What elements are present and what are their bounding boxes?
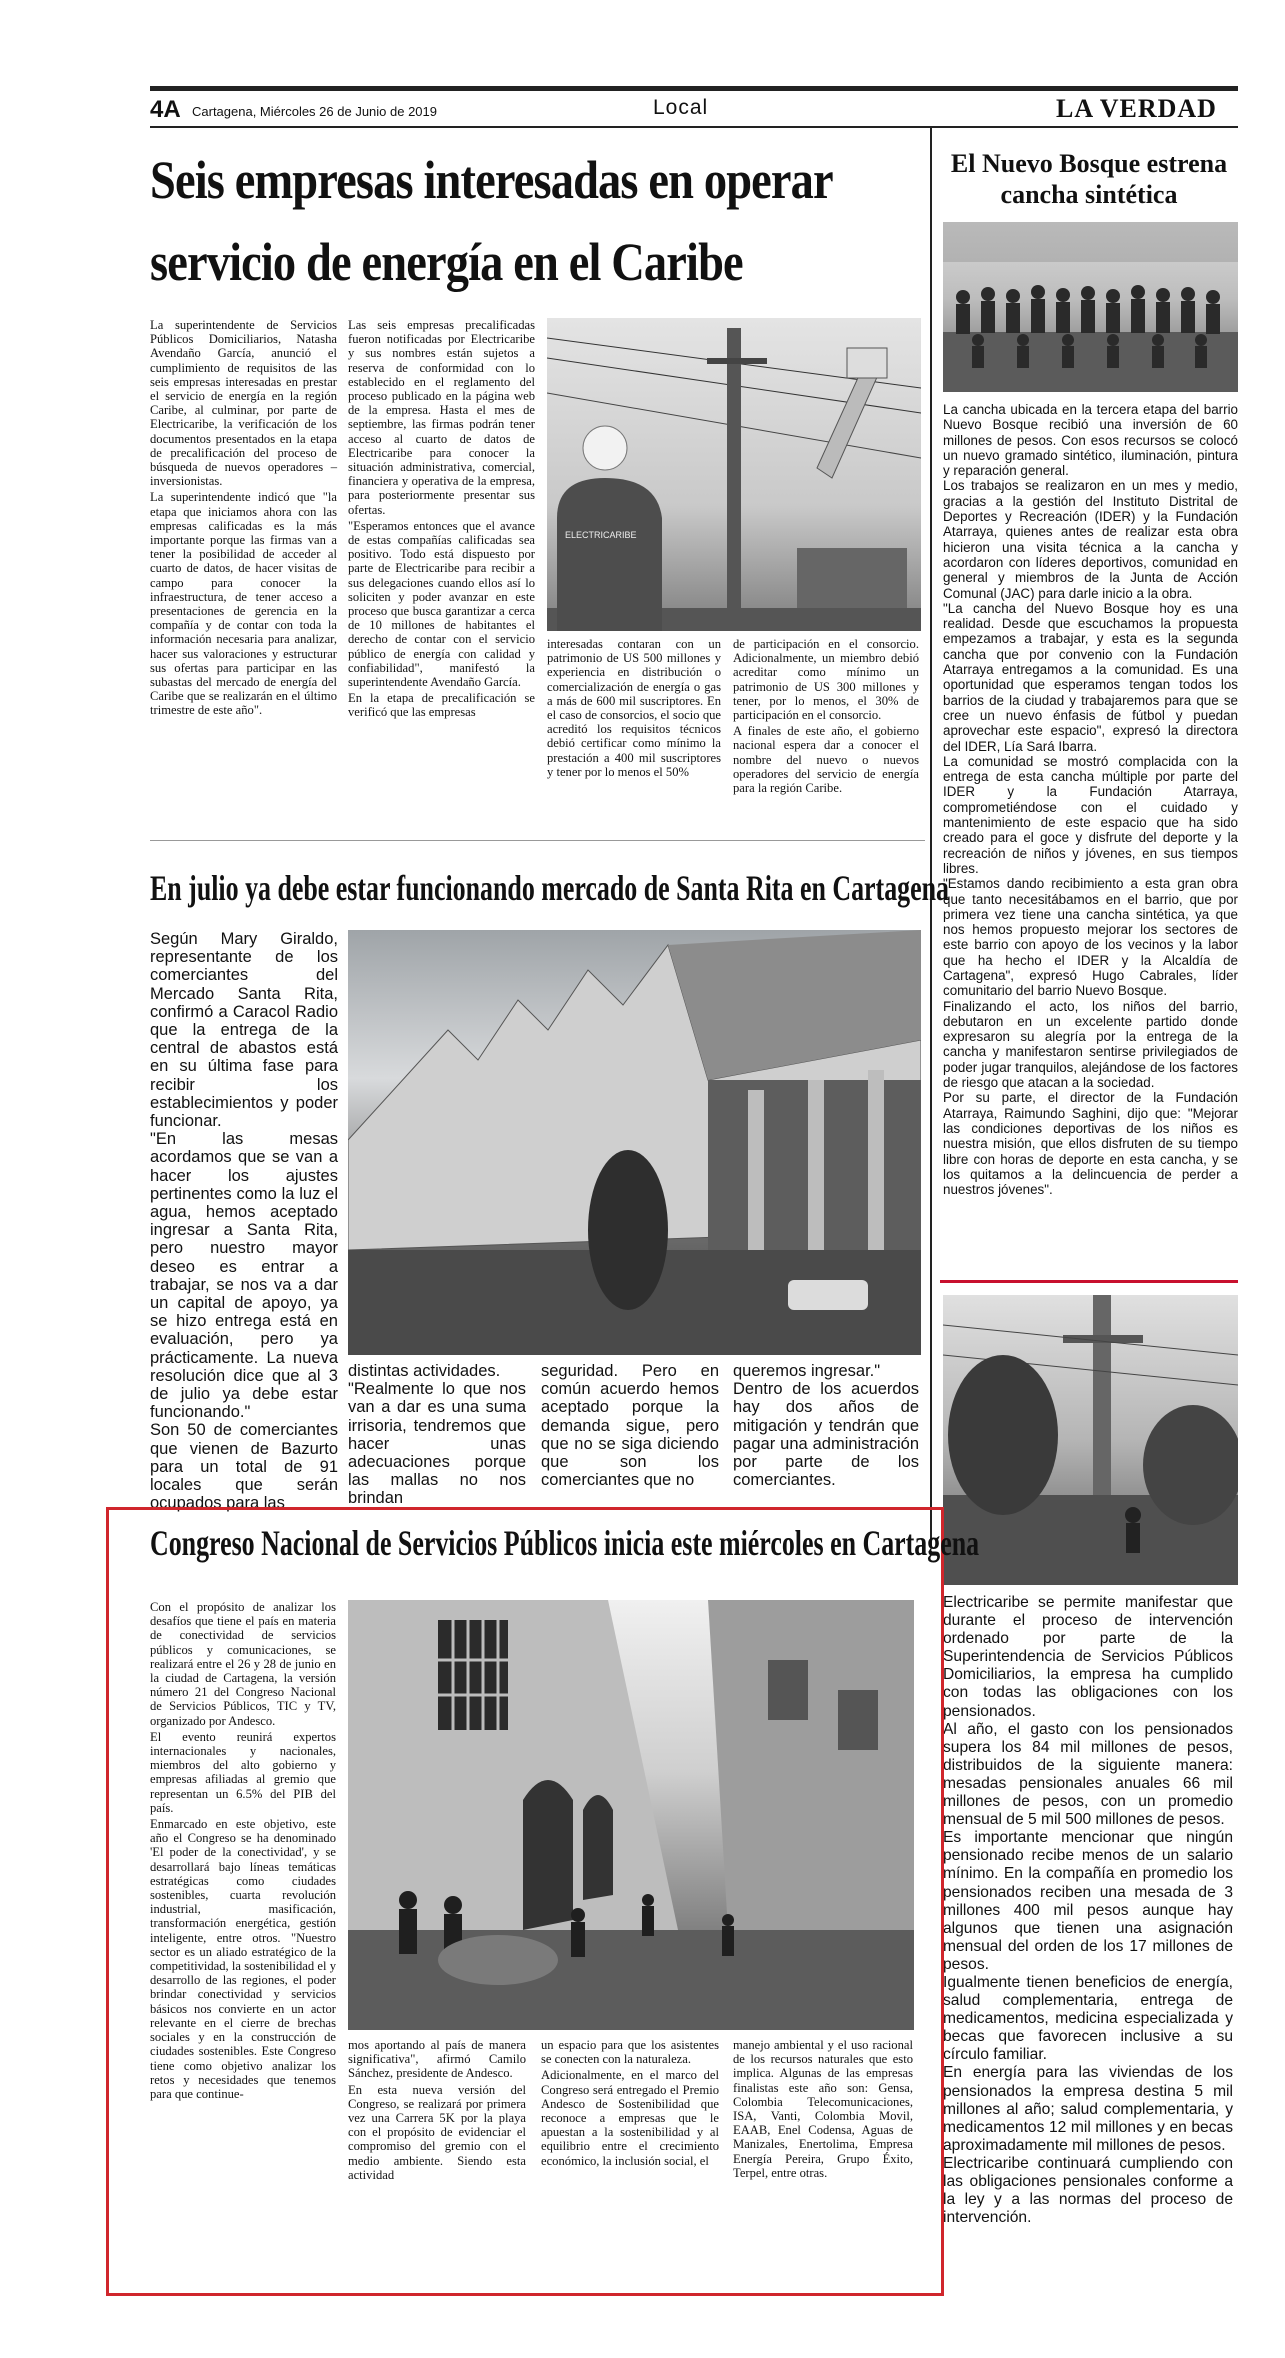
article3-paragraph: Adicionalmente, en el marco del Congreso será entregado el Premio Andesco de Sostenibilidad que reconoce a empresas que le apuestan a la sostenibilidad y al equilibrio entre el crecimiento económico, la inclusión social, el bbox=[541, 2068, 719, 2168]
article1-column-2 bbox=[348, 318, 535, 722]
article2-title: En julio ya debe estar funcionando mercado de Santa Rita en Cartagena bbox=[150, 868, 949, 908]
article1-paragraph: interesadas contaran con un patrimonio de US 500 millones y experiencia en distribución o comercialización de energía o gas a más de 600 mil suscriptores. En el caso de consorcios, el socio que acreditó los requisitos técnicos debió certificar como mínimo la prestación a 400 mil suscriptores y tener por lo menos el 50% bbox=[547, 637, 721, 779]
sidebar1-title: El Nuevo Bosque estrena cancha sintética bbox=[950, 149, 1228, 209]
cartagena-street-photo bbox=[348, 1600, 914, 2030]
article2-paragraph: Según Mary Giraldo, representante de los comerciantes del Mercado Santa Rita, confirmó a Caracol Radio que la entrega de la central de abastos está en su última fase para recibir los establecimientos y poder funcionar. bbox=[150, 930, 338, 1131]
article3-paragraph: un espacio para que los asistentes se conecten con la naturaleza. bbox=[541, 2038, 719, 2067]
article2-paragraph: Dentro de los acuerdos hay dos años de mitigación y tendrán que pagar una administración por parte de los comerciantes. bbox=[733, 1380, 919, 1490]
sidebar1-paragraph: Finalizando el acto, los niños del barrio, debutaron en un excelente partido donde expresaron su alegría por la entrega de la cancha y manifestaron sentirse privilegiados de poder jugar tranquilos, alejándose de los factores de riesgo que atacan a la sociedad. bbox=[943, 998, 1238, 1091]
electricaribe-street-photo bbox=[943, 1295, 1238, 1585]
article1-paragraph: "Esperamos entonces que el avance de estas compañías calificadas sea positivo. Todo está dispuesto por parte de Electricaribe para recibir a sus delegaciones cuando ellos así lo soliciten y poder avanzar en este proceso que busca garantizar a cerca de 10 millones de habitantes el derecho de contar con el servicio público de energía con calidad y confiabilidad", manifestó la superintendente Avendaño García. bbox=[348, 518, 535, 690]
article3-paragraph: Enmarcado en este objetivo, este año el Congreso se ha denominado 'El poder de la conectividad', y se desarrollará bajo líneas temáticas estratégicas como ciudades sostenibles, cuarta revolución industrial, masificación, transformación energética, gestión inteligente, entre otros. "Nuestro sector es un aliado estratégico de la competitividad, la sostenibilidad el y desarrollo de las regiones, el poder brindar conectividad y servicios básicos nos convierte en un actor relevante en el cierre de brechas sociales y en la construcción de ciudades sostenibles. Este Congreso tiene como objetivo analizar los retos y necesidades que tenemos para que continue- bbox=[150, 1817, 336, 2101]
article2-paragraph: queremos ingresar." bbox=[733, 1362, 881, 1380]
article3-paragraph: En esta nueva versión del Congreso, se realizará por primera vez una Carrera 5K por la playa con el propósito de evidenciar el compromiso del gremio con el medio ambiente. Siendo esta actividad bbox=[348, 2082, 526, 2182]
sidebar1-paragraph: "Estamos dando recibimiento a esta gran obra que tanto necesitábamos en el barrio, que por primera vez tiene una cancha sintética, ya que nos hemos propuesto mejorar los sectores de este barrio con apoyo de los vecinos y la labor que ha hecho el IDER y la Alcaldía de Cartagena", expresó Hugo Cabrales, líder comunitario del barrio Nuevo Bosque. bbox=[943, 876, 1238, 999]
sidebar2-paragraph: Electricaribe se permite manifestar que durante el proceso de intervención ordenado por parte de la Superintendencia de Servicios Públicos Domiciliarios, la empresa ha cumplido con todas las obligaciones con los pensionados. bbox=[943, 1594, 1233, 1720]
sidebar1-paragraph: Los trabajos se realizaron en un mes y medio, gracias a la gestión del Instituto Distrital de Deportes y Recreación (IDER) y la Fundación Atarraya, quienes antes de realizar esta obra hicieron una visita técnica a la cancha y acordaron con líderes deportivos, comunidad en general y miembros de la Junta de Acción Comunal (JAC) para darle inicio a la obra. bbox=[943, 478, 1238, 601]
cartagena-photo-illustration bbox=[348, 1600, 914, 2030]
sidebar2-paragraph: Igualmente tienen beneficios de energía, salud complementaria, entrega de medicamentos, medicina especializada y becas que favorecen inclusive a su círculo familiar. bbox=[943, 1973, 1233, 2064]
article1-paragraph: de participación en el consorcio. Adicionalmente, un miembro debió acreditar como mínimo un patrimonio de US 300 millones y tener, por lo menos, el 30% de participación en el consorcio. bbox=[733, 637, 919, 723]
article2-paragraph: "Realmente lo que nos van a dar es una suma irrisoria, tendremos que hacer unas adecuaciones porque las mallas no nos brindan bbox=[348, 1380, 526, 1508]
article2-paragraph: Son 50 de comerciantes que vienen de Bazurto para un total de 91 locales que serán ocupados para las bbox=[150, 1421, 338, 1513]
article3-column-2 bbox=[348, 2038, 526, 2184]
article1-paragraph: En la etapa de precalificación se verificó que las empresas bbox=[348, 691, 535, 720]
section-name: Local bbox=[653, 96, 709, 119]
sidebar2-paragraph: En energía para las viviendas de los pensionados la empresa destina 5 mil millones al año; salud complementaria, y medicamentos 12 mil millones y en becas aproximadamente mil millones de pesos. bbox=[943, 2064, 1233, 2154]
article3-paragraph: Con el propósito de analizar los desafíos que tiene el país en materia de conectividad de servicios públicos y comunicaciones, se realizará entre el 26 y 28 de junio en la ciudad de Cartagena, la versión número 21 del Congreso Nacional de Servicios Públicos, TIC y TV, organizado por Andesco. bbox=[150, 1600, 336, 1728]
sidebar1-paragraph: La comunidad se mostró complacida con la entrega de esta cancha múltiple por parte del IDER y la Fundación Atarraya, comprometiéndose con el cuidado y mantenimiento de este espacio que ha sido creado para el goce y disfrute del deporte y la recreación de niños y jóvenes, en sus tiempos libres. bbox=[943, 753, 1238, 876]
article1-paragraph: La superintendente de Servicios Públicos Domiciliarios, Natasha Avendaño García, anunció el cumplimiento de requisitos de las seis empresas interesadas en prestar el servicio de energía en la región Caribe, al culminar, por parte de Electricaribe, la verificación de los documentos presentados en la etapa de precalificación del proceso de búsqueda de nuevos operadores – inversionistas. bbox=[150, 318, 337, 489]
vest-logo-text: ELECTRICARIBE bbox=[565, 530, 637, 540]
article2-paragraph: "En las mesas acordamos que se van a hacer los ajustes pertinentes como la luz el agua, hemos aceptado ingresar a Santa Rita, pero nuestro mayor deseo es entrar a trabajar, se nos va a dar un capital de apoyo, ya se hizo entrega está en evaluación, pero ya prácticamente. La nueva resolución dice que al 3 de julio ya debe estar funcionando." bbox=[150, 1130, 338, 1422]
article3-paragraph: mos aportando al país de manera significativa", afirmó Camilo Sánchez, presidente de Andesco. bbox=[348, 2038, 526, 2081]
column-divider bbox=[930, 128, 932, 1548]
article-separator bbox=[150, 840, 925, 841]
sidebar1-paragraph: Por su parte, el director de la Fundación Atarraya, Raimundo Saghini, dijo que: "Mejorar las condiciones deportivas de los niños es nuestra misión, que ellos disfruten de su tiempo libre con horas de deporte en esta cancha, y se los quitamos a la delincuencia de perder a nuestros jóvenes". bbox=[943, 1090, 1238, 1198]
article2-column-2 bbox=[348, 1362, 526, 1508]
team-photo-illustration bbox=[943, 222, 1238, 392]
worker-photo-illustration bbox=[547, 318, 921, 631]
sidebar1-body bbox=[943, 402, 1238, 1197]
santa-rita-market-photo bbox=[348, 930, 921, 1355]
article3-column-3 bbox=[541, 2038, 719, 2170]
article3-title: Congreso Nacional de Servicios Públicos inicia este miércoles en Cartagena bbox=[150, 1523, 980, 1563]
sidebar2-paragraph: Electricaribe continuará cumpliendo con las obligaciones pensionales conforme a la ley y a las normas del proceso de intervención. bbox=[943, 2154, 1233, 2227]
article2-paragraph: distintas actividades. bbox=[348, 1362, 501, 1380]
article2-column-3 bbox=[541, 1362, 719, 1489]
article1-paragraph: A finales de este año, el gobierno nacional espera dar a conocer el nombre del nuevo o nuevos operadores del servicio de energía para la región Caribe. bbox=[733, 724, 919, 796]
article3-paragraph: manejo ambiental y el uso racional de los recursos naturales que esto implica. Algunas de las empresas finalistas este año son: Gensa, Colombia Telecomunicaciones, ISA, Vanti, Colombia Movil, EAAB, Enel Codensa, Aguas de Manizales, Enertolima, Empresa Energía Pereira, Grupo Éxito, Terpel, entre otras. bbox=[733, 2038, 913, 2180]
sidebar1-paragraph: La cancha ubicada en la tercera etapa del barrio Nuevo Bosque recibió una inversión de 60 millones de pesos. Con esos recursos se colocó un nuevo gramado sintético, iluminación, pintura y reparación general. bbox=[943, 402, 1238, 479]
masthead: LA VERDAD bbox=[1056, 94, 1217, 123]
sidebar1-paragraph: "La cancha del Nuevo Bosque hoy es una realidad. Desde que escuchamos la propuesta empezamos a trabajar, y esta es la segunda cancha que por convenio con la Fundación Atarraya entregamos a la comunidad. Es una oportunidad que esperamos tengan todos los barrios de la ciudad y trabajaremos para que se cree un nuevo énfasis de fútbol y puedan aprovechar este espacio", expresó la directora del IDER, Lía Sará Ibarra. bbox=[943, 600, 1238, 754]
article3-paragraph: El evento reunirá expertos internacionales y nacionales, miembros del alto gobierno y empresas afiliadas al gremio que representan un 6.5% del PIB del país. bbox=[150, 1729, 336, 1815]
article1-paragraph: La superintendente indicó que "la etapa que iniciamos ahora con las empresas calificadas es la más importante porque las firmas van a tener la posibilidad de acceder al cuarto de datos, de hacer visitas de campo para conocer la infraestructura, de tener acceso a presentaciones de gerencia en la compañía y de contar con toda la información necesaria para analizar, hacer sus valoraciones y estructurar sus ofertas para participar en las subastas del mercado de energía del Caribe que se realizarán en el último trimestre de este año". bbox=[150, 490, 337, 718]
article2-column-4 bbox=[733, 1362, 919, 1489]
article2-paragraph: seguridad. Pero en común acuerdo hemos aceptado porque la demanda sigue, pero que no se siga diciendo que son los comerciantes que no bbox=[541, 1362, 719, 1490]
header-top-rule bbox=[150, 86, 1238, 91]
sidebar2-body bbox=[943, 1594, 1233, 2227]
market-photo-illustration bbox=[348, 930, 921, 1355]
sidebar2-paragraph: Es importante mencionar que ningún pensionado recibe menos de un salario mínimo. En la compañía en promedio los pensionados reciben una mesada de 3 millones 400 mil pesos aunque hay algunos que tienen una asignación mensual del orden de los 17 millones de pesos. bbox=[943, 1829, 1233, 1973]
header-bottom-rule bbox=[150, 126, 1238, 128]
article1-column-1 bbox=[150, 318, 337, 720]
electricaribe-worker-photo bbox=[547, 318, 921, 631]
sidebar-red-rule bbox=[940, 1280, 1238, 1283]
sidebar2-paragraph: Al año, el gasto con los pensionados supera los 84 mil millones de pesos, distribuidos de la siguiente manera: mesadas pensionales anuales 66 mil millones de pesos, con un promedio mensual de 5 mil 500 millones de pesos. bbox=[943, 1720, 1233, 1829]
nuevo-bosque-team-photo bbox=[943, 222, 1238, 392]
article1-column-3 bbox=[547, 637, 721, 781]
article3-column-1 bbox=[150, 1600, 336, 2103]
page-number: 4A bbox=[150, 96, 181, 123]
article1-paragraph: Las seis empresas precalificadas fueron notificadas por Electricaribe y sus nombres están sujetos a reserva de conformidad con lo establecido en el reglamento del proceso publicado en la página web de la empresa. Hasta el mes de septiembre, las firmas podrán tener acceso al cuarto de datos de Electricaribe para conocer la situación administrativa, comercial, financiera y operativa de la empresa, para posteriormente presentar sus ofertas. bbox=[348, 318, 535, 517]
article1-column-4 bbox=[733, 637, 919, 797]
article3-column-4 bbox=[733, 2038, 913, 2182]
street-photo-illustration bbox=[943, 1295, 1238, 1585]
article2-column-1 bbox=[150, 930, 338, 1513]
page-date: Cartagena, Miércoles 26 de Junio de 2019 bbox=[192, 104, 437, 119]
article1-title-line1: Seis empresas interesadas en operar bbox=[150, 150, 833, 210]
article1-title-line2: servicio de energía en el Caribe bbox=[150, 232, 743, 292]
